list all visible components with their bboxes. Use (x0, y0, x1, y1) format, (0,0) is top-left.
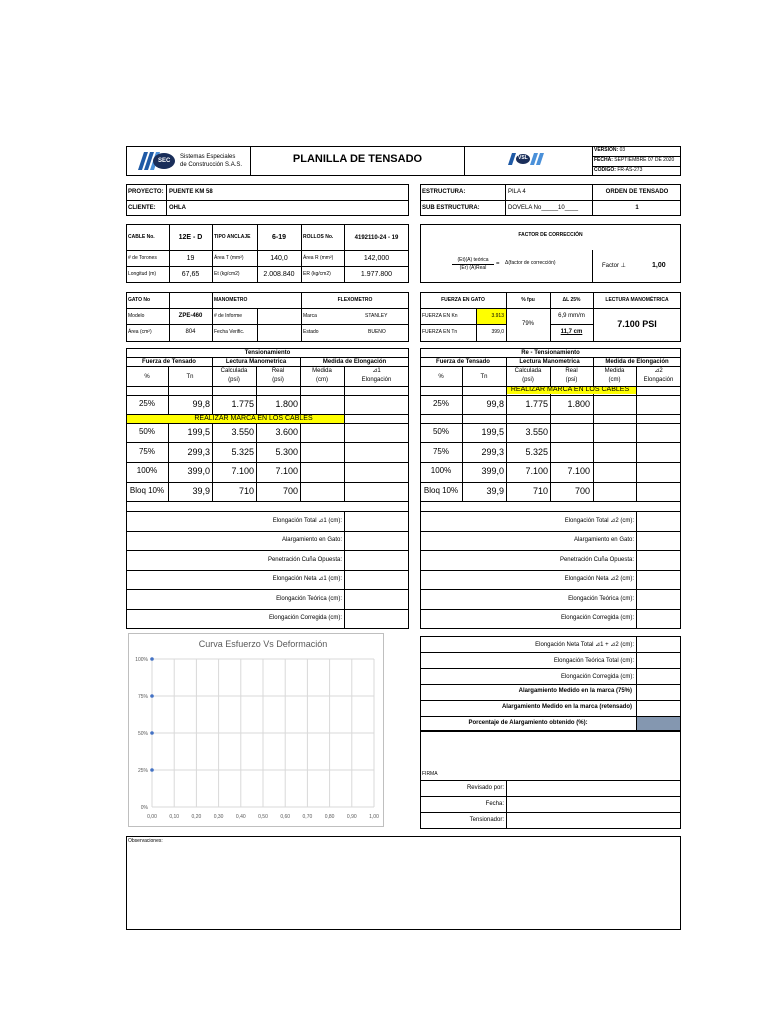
h-pct: % (144, 374, 150, 380)
tensionador-label: Tensionador: (469, 817, 504, 823)
chart-point (150, 731, 154, 735)
rh-real: Real (565, 368, 578, 374)
formula-delta: Δ(factor de corrección) (505, 260, 556, 266)
t-row-tn: 399,0 (187, 466, 210, 476)
version-line: VERSIÓN: 03 (594, 147, 626, 153)
r-row-calc: 3.550 (525, 427, 548, 437)
formula-numerator: (Et)(A) teórica (457, 257, 489, 263)
chart-x-tick: 0,10 (169, 814, 180, 820)
h-med: Medida (312, 368, 332, 374)
r-summary-label: Penetración Cuña Opuesta: (559, 557, 634, 563)
r-row-tn: 299,3 (481, 447, 504, 457)
rh-med: Medida (604, 368, 625, 374)
r-row-calc: 710 (532, 486, 548, 496)
total-label: Elongación Corregida (cm): (560, 674, 634, 680)
chart-x-tick: 0,20 (191, 814, 202, 820)
h-calc: Calculada (220, 368, 248, 374)
longitud-value: 67,65 (181, 271, 200, 278)
factor-label: Factor ⊥ (602, 263, 626, 269)
longitud-label: Longitud (m) (128, 271, 157, 277)
t-row-pct: 75% (138, 447, 155, 456)
logo-line-2: de Construcción S.A.S. (180, 162, 243, 168)
estructura-value: PILA 4 (508, 189, 526, 195)
t-row-pct: 50% (138, 427, 155, 436)
tipo-anclaje-label: TIPO ANCLAJE (214, 234, 251, 240)
r-row-pct: 25% (432, 399, 449, 408)
chart-point (150, 768, 154, 772)
dl-value-1: 6,9 mm/m (558, 313, 585, 319)
area-value: 804 (185, 329, 196, 335)
chart-x-tick: 0,80 (324, 814, 335, 820)
summary-label: Alargamiento en Gato: (281, 537, 342, 543)
dl-label: ΔL 25% (562, 297, 581, 303)
banner-right-text: REALIZAR MARCA EN LOS CABLES (510, 386, 630, 393)
chart-x-tick: 0,60 (280, 814, 291, 820)
r-row-calc: 1.775 (525, 399, 548, 409)
kn-value: 3.913 (491, 313, 504, 319)
fpu-value: 79% (521, 321, 534, 327)
r-row-calc: 5.325 (525, 447, 548, 457)
t-row-tn: 39,9 (192, 486, 210, 496)
cable-no-label: CABLE No. (128, 234, 155, 240)
er-label: ER (kg/cm2) (303, 271, 331, 277)
kn-label: FUERZA EN Kn (422, 313, 458, 319)
rh-elong-symbol: ⊿2 (654, 368, 663, 374)
area-r-label: Área R (mm²) (303, 255, 334, 261)
h-tn: Tn (186, 374, 194, 380)
tension-title: Tensionamiento (244, 350, 291, 356)
h-elong: Elongación (361, 377, 392, 383)
r-summary-label: Elongación Neta ⊿2 (cm): (564, 576, 634, 582)
tn-value: 399,0 (491, 329, 504, 335)
chart-y-tick: 0% (140, 805, 148, 811)
rh-fuerza: Fuerza de Tensado (436, 359, 490, 365)
t-row-tn: 199,5 (187, 427, 210, 437)
t-row-pct: Bloq 10% (129, 486, 165, 495)
tipo-anclaje-value: 6-19 (271, 234, 286, 241)
lectura-label: LECTURA MANOMÉTRICA (605, 297, 669, 303)
t-row-calc: 7.100 (231, 466, 254, 476)
chart-x-tick: 0,50 (258, 814, 268, 820)
t-row-pct: 100% (136, 466, 158, 475)
manometro-label: MANOMETRO (214, 297, 248, 303)
rh-lectura: Lectura Manometrica (519, 359, 580, 365)
sec-logo-text: SEC (158, 158, 171, 164)
page-title: PLANILLA DE TENSADO (292, 153, 423, 165)
estructura-label: ESTRUCTURA: (422, 189, 466, 195)
cable-no-value: 12E - D (178, 234, 203, 241)
orden-value: 1 (635, 205, 639, 211)
summary-label: Elongación Corregida (cm): (268, 615, 342, 621)
t-row-pct: 25% (138, 399, 155, 408)
chart-x-tick: 0,90 (346, 814, 357, 820)
revisado-label: Revisado por: (466, 785, 504, 791)
r-summary-label: Elongación Corregida (cm): (560, 615, 634, 621)
estado-value: BUENO (368, 329, 386, 335)
chart-y-tick: 50% (137, 731, 148, 737)
r-row-tn: 199,5 (481, 427, 504, 437)
informe-label: # de Informe (214, 313, 243, 319)
t-row-tn: 99,8 (192, 399, 210, 409)
sub-estructura-value: DOVELA No_____10____ (508, 205, 579, 211)
total-label: Elongación Teórica Total (cm): (553, 658, 634, 664)
summary-label: Elongación Total ⊿1 (cm): (272, 518, 342, 524)
porcentaje-cell (637, 717, 680, 730)
observaciones-label: Observaciones: (128, 838, 163, 844)
rollos-value: 4192110-24 - 19 (354, 235, 399, 241)
rh-med-unit: (cm) (608, 377, 621, 383)
h-fuerza: Fuerza de Tensado (142, 359, 196, 365)
rh-medida: Medida de Elongación (605, 359, 669, 365)
summary-label: Elongación Teórica (cm): (276, 596, 342, 602)
area-t-value: 140,0 (270, 255, 288, 262)
factor-title: FACTOR DE CORRECCIÓN (518, 232, 583, 238)
banner-left-text: REALIZAR MARCA EN LOS CABLES (194, 415, 313, 422)
chart-x-tick: 0,70 (302, 814, 313, 820)
area-label: Área (cm²) (128, 329, 152, 335)
t-row-calc: 1.775 (231, 399, 254, 409)
et-value: 2.008.840 (263, 271, 295, 278)
t-row-real: 1.800 (275, 399, 298, 409)
rollos-label: ROLLOS No. (303, 234, 334, 240)
t-row-real: 3.600 (275, 427, 298, 437)
codigo-line: CÓDIGO: FR-AS-273 (594, 167, 643, 173)
modelo-value: ZPE-460 (178, 313, 203, 319)
rh-elong: Elongación (643, 377, 674, 383)
sec-logo (136, 150, 246, 172)
torones-value: 19 (186, 255, 195, 262)
chart-x-tick: 0,40 (235, 814, 246, 820)
logo-line-1: Sistemas Especiales (180, 154, 236, 160)
t-row-real: 7.100 (275, 466, 298, 476)
r-row-calc: 7.100 (525, 466, 548, 476)
summary-label: Elongación Neta ⊿1 (cm): (272, 576, 342, 582)
fpu-label: % fpu (521, 297, 535, 303)
r-row-real: 700 (574, 486, 590, 496)
cliente-label: CLIENTE: (128, 205, 156, 211)
t-row-calc: 5.325 (231, 447, 254, 457)
chart-x-tick: 0,30 (213, 814, 224, 820)
tn-label: FUERZA EN Tn (422, 329, 458, 335)
summary-label: Penetración Cuña Opuesta: (267, 557, 342, 563)
h-elong-symbol: ⊿1 (372, 368, 381, 374)
gato-label: GATO No (128, 297, 151, 303)
rh-calc-unit: (psi) (522, 377, 534, 383)
lectura-value: 7.100 PSI (617, 319, 657, 329)
total-label: Elongación Neta Total ⊿1 + ⊿2 (cm): (535, 642, 634, 648)
torones-label: # de Torones (128, 255, 157, 261)
vsl-logo (506, 151, 546, 167)
factor-value: 1,00 (652, 262, 666, 269)
h-medida: Medida de Elongación (322, 359, 387, 365)
r-row-real: 1.800 (567, 399, 590, 409)
dl-value-2: 11,7 cm (560, 329, 583, 335)
proyecto-value: PUENTE KM 58 (169, 189, 213, 195)
flexometro-label: FLEXOMETRO (337, 297, 373, 303)
marca-label: Marca (303, 313, 317, 319)
r-row-tn: 99,8 (486, 399, 504, 409)
chart-y-tick: 25% (137, 768, 148, 774)
chart-point (150, 694, 154, 698)
fuerza-gato-label: FUERZA EN GATO (441, 297, 485, 303)
t-row-tn: 299,3 (187, 447, 210, 457)
r-row-pct: 50% (432, 427, 449, 436)
rh-real-unit: (psi) (565, 377, 578, 383)
h-lectura: Lectura Manometrica (225, 359, 287, 365)
marca-value: STANLEY (365, 313, 388, 319)
chart-y-tick: 100% (135, 657, 148, 663)
chart-y-tick: 75% (137, 694, 148, 700)
firma-label: FIRMA (422, 771, 438, 777)
formula-denominator: (Er) (A)Real (459, 265, 487, 271)
area-r-value: 142,000 (363, 255, 390, 262)
t-row-real: 700 (282, 486, 298, 496)
t-row-calc: 3.550 (231, 427, 254, 437)
t-row-calc: 710 (238, 486, 254, 496)
rh-calc: Calculada (514, 368, 542, 374)
total-label: Alargamiento Medido en la marca (75%) (518, 688, 632, 694)
r-summary-label: Alargamiento en Gato: (573, 537, 634, 543)
h-real: Real (271, 368, 285, 374)
cliente-value: OHLA (169, 205, 186, 211)
r-row-pct: 100% (430, 466, 452, 475)
rh-tn: Tn (480, 374, 488, 380)
t-row-real: 5.300 (275, 447, 298, 457)
sub-estructura-label: SUB ESTRUCTURA: (422, 205, 480, 211)
er-value: 1.977.800 (360, 271, 393, 278)
chart-title: Curva Esfuerzo Vs Deformación (198, 639, 328, 649)
r-row-tn: 399,0 (481, 466, 504, 476)
h-med-unit: (cm) (316, 377, 328, 383)
stress-strain-chart (128, 633, 384, 827)
r-summary-label: Elongación Teórica (cm): (568, 596, 634, 602)
estado-label: Estado (303, 329, 319, 335)
total-label: Alargamiento Medido en la marca (retensado) (501, 704, 632, 710)
et-label: Et (kg/cm2) (214, 271, 240, 277)
formula-equals: = (496, 261, 500, 267)
chart-x-tick: 0,00 (147, 814, 157, 820)
r-row-pct: 75% (432, 447, 449, 456)
fecha-verif-label: Fecha Verific. (214, 329, 245, 335)
chart-x-tick: 1,00 (369, 814, 379, 820)
r-row-real: 7.100 (567, 466, 590, 476)
rh-pct: % (438, 374, 444, 380)
r-row-tn: 39,9 (486, 486, 504, 496)
retension-title: Re - Tensionamiento (521, 350, 580, 356)
orden-label: ORDEN DE TENSADO (605, 189, 669, 195)
h-real-unit: (psi) (272, 377, 284, 383)
proyecto-label: PROYECTO: (128, 189, 164, 195)
r-summary-label: Elongación Total ⊿2 (cm): (564, 518, 634, 524)
fecha-line: FECHA: SEPTIEMBRE 07 DE 2020 (594, 157, 675, 163)
vsl-logo-text: VSL (518, 155, 528, 161)
chart-point (150, 657, 154, 661)
total-label: Porcentaje de Alargamiento obtenido (%): (468, 720, 588, 726)
h-calc-unit: (psi) (228, 377, 240, 383)
area-t-label: Área T (mm²) (214, 255, 244, 261)
fecha-sign-label: Fecha: (485, 801, 504, 807)
observaciones-box (126, 836, 681, 930)
r-row-pct: Bloq 10% (423, 486, 459, 495)
modelo-label: Modelo (128, 313, 145, 319)
